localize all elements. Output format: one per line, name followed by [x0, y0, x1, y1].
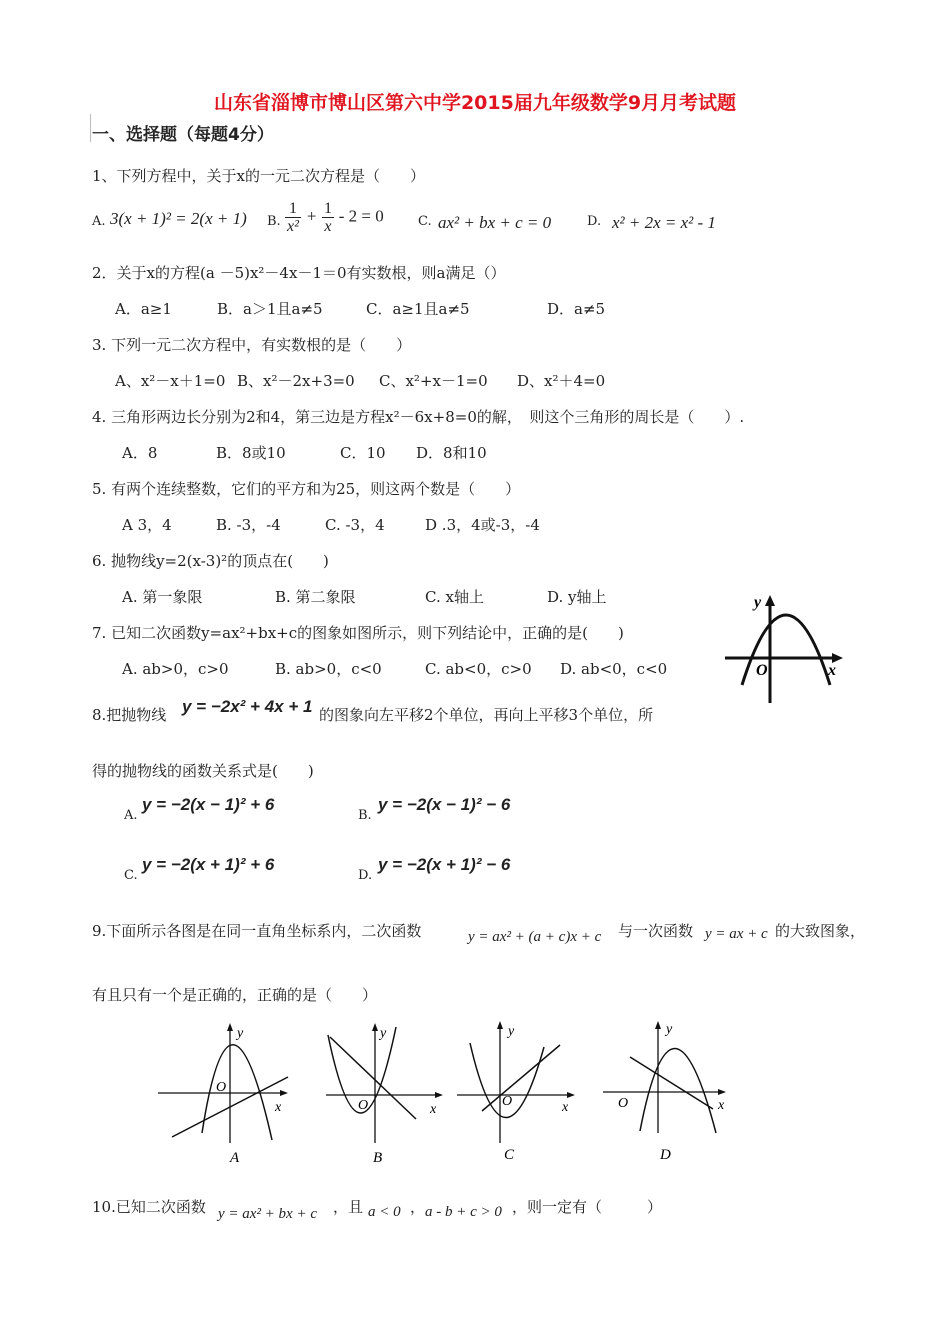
q7-x-label: x — [828, 662, 836, 679]
q8-option-d-label: D. — [358, 868, 373, 883]
q6-stem: 6. 抛物线y=2(x-3)²的顶点在( ) — [92, 552, 329, 570]
q2-option-b: B．a＞1且a≠5 — [217, 300, 323, 318]
q9-a-y-label: y — [237, 1026, 244, 1041]
q9-d-x-arrow — [718, 1089, 726, 1095]
q2-option-d: D．a≠5 — [547, 300, 606, 318]
q8-option-b-label: B. — [358, 808, 372, 823]
q9-b-y-label: y — [380, 1026, 387, 1041]
q4-option-c: C．10 — [340, 444, 386, 462]
q8-stem-end: 的图象向左平移2个单位，再向上平移3个单位，所 — [319, 706, 654, 724]
q9-d-origin-label: O — [618, 1096, 629, 1111]
q4-option-a: A．8 — [122, 444, 158, 462]
q8-stem-line2: 得的抛物线的函数关系式是( ) — [92, 762, 314, 780]
q8-option-b-math: y = −2(x − 1)² − 6 — [378, 795, 511, 814]
q10-stem-end: ，则一定有（ ） — [512, 1198, 663, 1216]
q9-a-x-label: x — [275, 1100, 282, 1115]
q9-b-x-arrow — [435, 1092, 443, 1098]
q9-d-y-label: y — [666, 1022, 673, 1037]
q8-option-c-math: y = −2(x + 1)² + 6 — [142, 855, 275, 874]
q9-c-x-arrow — [567, 1092, 575, 1098]
q5-option-d: D .3，4或-3，-4 — [425, 516, 540, 534]
q1-b-fraction-2 — [322, 200, 334, 235]
q7-option-d: D. ab<0，c<0 — [560, 660, 668, 678]
q9-c-line — [482, 1045, 560, 1111]
q7-origin-label: O — [756, 662, 768, 679]
q9-d-x-label: x — [718, 1098, 725, 1113]
q9-c-y-arrow — [497, 1021, 503, 1029]
q7-parabola-graph — [720, 585, 850, 705]
q9-b-line — [330, 1037, 416, 1119]
q1-b-den1: x² — [287, 218, 299, 235]
q5-option-c: C. -3，4 — [325, 516, 385, 534]
q7-option-c: C. ab<0，c>0 — [425, 660, 532, 678]
q9-stem-line2: 有且只有一个是正确的，正确的是（ ） — [92, 986, 378, 1004]
q9-c-caption: C — [504, 1147, 515, 1163]
q1-b-den2: x — [324, 218, 332, 235]
q10-function-math: y = ax² + bx + c — [218, 1206, 317, 1222]
q4-option-d: D．8和10 — [416, 444, 487, 462]
q3-option-a: A、x²－x＋1=0 — [115, 372, 226, 390]
q9-graph-a — [150, 1015, 290, 1170]
q6-option-b: B. 第二象限 — [275, 588, 356, 606]
q1-option-a-label: A. — [92, 214, 106, 229]
q6-option-d: D. y轴上 — [547, 588, 607, 606]
q1-b-num2: 1 — [323, 200, 332, 217]
q10-cond2-math: a - b + c > 0 — [425, 1204, 502, 1220]
q9-c-y-label: y — [508, 1024, 515, 1039]
q5-option-b: B. -3，-4 — [216, 516, 281, 534]
q8-option-d-math: y = −2(x + 1)² − 6 — [378, 855, 511, 874]
q7-y-arrow — [765, 595, 775, 606]
q9-d-y-arrow — [655, 1021, 661, 1029]
q1-b-tail: - 2 = 0 — [338, 206, 384, 226]
q9-a-x-arrow — [280, 1090, 288, 1096]
q1-option-c-label: C. — [418, 214, 432, 229]
q6-option-c: C. x轴上 — [425, 588, 484, 606]
q9-stem-mid: 与一次函数 — [618, 922, 694, 940]
q8-stem-start: 8.把抛物线 — [92, 706, 167, 724]
q8-option-a-math: y = −2(x − 1)² + 6 — [142, 795, 275, 814]
q2-stem: 2．关于x的方程(a －5)x²－4x－1＝0有实数根，则a满足（） — [92, 264, 506, 282]
q9-stem-end: 的大致图象， — [775, 922, 866, 940]
q9-b-origin-label: O — [358, 1098, 369, 1113]
q4-option-b: B．8或10 — [216, 444, 286, 462]
q9-graph-c — [452, 1015, 582, 1170]
q10-cond1-math: a < 0 — [368, 1204, 401, 1220]
q9-linear-math: y = ax + c — [705, 926, 768, 942]
q1-option-a-math: 3(x + 1)² = 2(x + 1) — [110, 209, 247, 228]
q9-a-y-arrow — [227, 1023, 233, 1031]
q8-option-a-label: A. — [124, 808, 138, 823]
q7-y-label: y — [754, 594, 762, 611]
q9-stem-start: 9.下面所示各图是在同一直角坐标系内，二次函数 — [92, 922, 422, 940]
q1-option-b-math — [285, 200, 384, 235]
q1-option-d-label: D. — [587, 214, 602, 229]
q9-d-caption: D — [660, 1147, 671, 1163]
q9-quadratic-math: y = ax² + (a + c)x + c — [468, 929, 602, 945]
q9-b-x-label: x — [430, 1102, 437, 1117]
q9-c-origin-label: O — [502, 1094, 513, 1109]
q1-b-num1: 1 — [285, 200, 301, 218]
q8-option-c-label: C. — [124, 868, 138, 883]
section-heading: 一、选择题（每题4分） — [92, 125, 274, 145]
q1-option-c-math: ax² + bx + c = 0 — [438, 213, 552, 232]
q8-parabola-math: y = −2x² + 4x + 1 — [182, 697, 313, 716]
q1-option-b-label: B. — [267, 214, 281, 229]
q5-option-a: A 3，4 — [122, 516, 172, 534]
q7-stem: 7. 已知二次函数y=ax²+bx+c的图象如图所示，则下列结论中，正确的是( ) — [92, 624, 624, 642]
q9-a-origin-label: O — [216, 1080, 227, 1095]
q1-b-fraction-1 — [285, 200, 301, 235]
q7-option-a: A. ab>0，c>0 — [122, 660, 229, 678]
q9-b-y-arrow — [372, 1023, 378, 1031]
q1-stem: 1、下列方程中，关于x的一元二次方程是（ ） — [92, 167, 426, 185]
q2-option-c: C．a≥1且a≠5 — [366, 300, 470, 318]
q3-option-c: C、x²+x－1=0 — [379, 372, 488, 390]
q7-option-b: B. ab>0，c<0 — [275, 660, 382, 678]
q4-stem: 4. 三角形两边长分别为2和4，第三边是方程x²－6x+8=0的解， 则这个三角形的周长是（ ）. — [92, 408, 745, 426]
q5-stem: 5. 有两个连续整数，它们的平方和为25，则这两个数是（ ） — [92, 480, 521, 498]
q3-stem: 3. 下列一元二次方程中，有实数根的是（ ） — [92, 336, 412, 354]
q1-option-d-math: x² + 2x = x² - 1 — [612, 213, 716, 232]
q1-b-plus: + — [305, 206, 318, 226]
q3-option-b: B、x²－2x+3=0 — [237, 372, 355, 390]
q9-graph-b — [318, 1015, 448, 1170]
q10-sep1: ，且 — [333, 1198, 364, 1216]
q10-sep2: ， — [410, 1198, 426, 1216]
q3-option-d: D、x²＋4=0 — [517, 372, 606, 390]
q9-b-caption: B — [373, 1150, 383, 1166]
q6-option-a: A. 第一象限 — [122, 588, 203, 606]
q2-option-a: A．a≥1 — [115, 300, 172, 318]
page-title: 山东省淄博市博山区第六中学2015届九年级数学9月月考试题 — [213, 92, 737, 114]
q9-c-x-label: x — [562, 1100, 569, 1115]
section-divider — [90, 114, 91, 142]
q9-d-parabola — [640, 1048, 716, 1133]
q10-stem-start: 10.已知二次函数 — [92, 1198, 206, 1216]
q9-a-caption: A — [230, 1150, 240, 1166]
q9-graph-d — [598, 1015, 738, 1170]
